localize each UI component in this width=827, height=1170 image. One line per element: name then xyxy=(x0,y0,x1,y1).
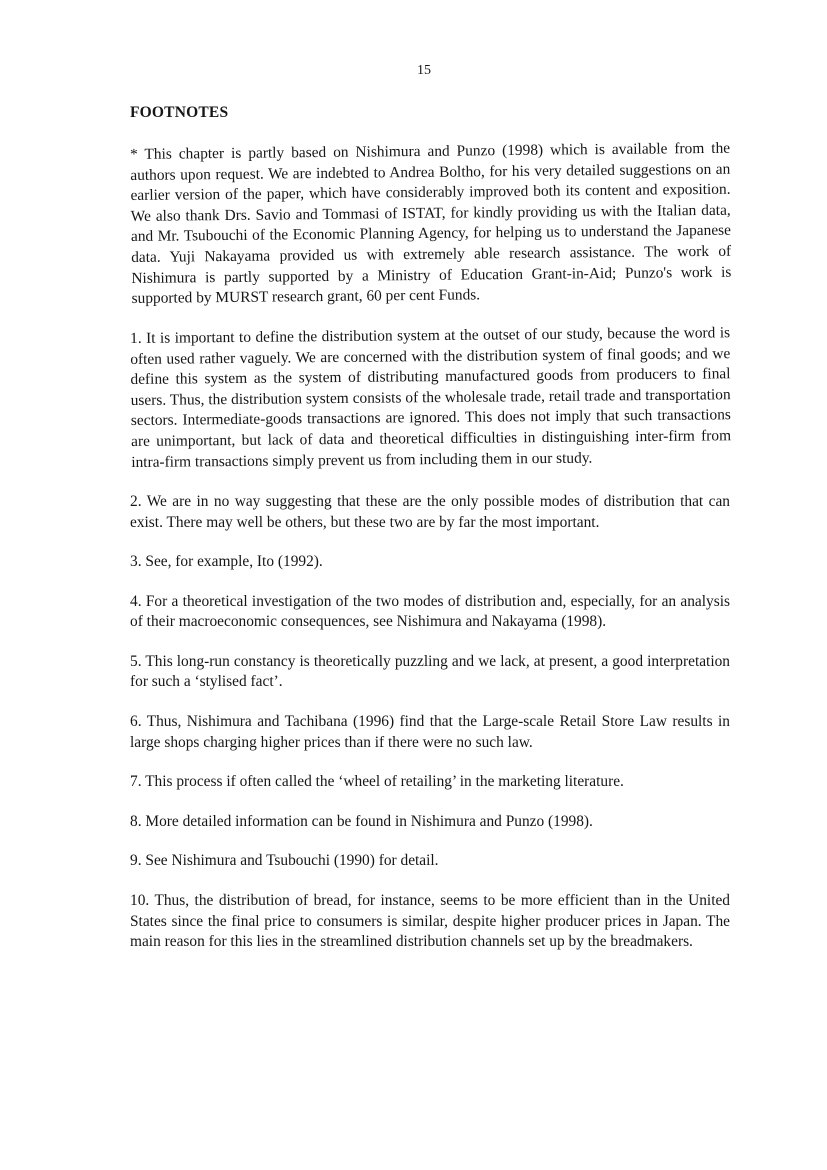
footnote-5: 5. This long-run constancy is theoretically puzzling and we lack, at present, a good interpretation for such a ‘stylised fact’. xyxy=(130,652,730,691)
page-number: 15 xyxy=(417,63,431,78)
footnote-10: 10. Thus, the distribution of bread, for instance, seems to be more efficient than in the United States since the final price to consumers is similar, despite higher producer prices in Japan. The main reason for this lies in the streamlined distribution channels set up by the breadmakers. xyxy=(130,892,730,951)
footnote-1: 1. It is important to define the distribution system at the outset of our study, because the word is often used rather vaguely. We are concerned with the distribution system of final goods; and we define this system as the system of distributing manufactured goods from producers to final users. Thus, the distribution system consists of the wholesale trade, retail trade and transportation sectors. Intermediate-goods transactions are ignored. This does not imply that such transactions are unimportant, but lack of data and theoretical difficulties in distinguishing inter-firm from intra-firm transactions simply prevent us from including them in our study. xyxy=(130,323,732,471)
footnote-9: 9. See Nishimura and Tsubouchi (1990) for detail. xyxy=(130,852,439,870)
footnotes-list xyxy=(130,139,732,953)
footnotes-heading: FOOTNOTES xyxy=(130,104,229,121)
footnote-4: 4. For a theoretical investigation of the two modes of distribution and, especially, for an analysis of their macroeconomic consequences, see Nishimura and Nakayama (1998). xyxy=(130,592,730,631)
footnote-2: 2. We are in no way suggesting that these are the only possible modes of distribution that can exist. There may well be others, but these two are by far the most important. xyxy=(130,492,730,531)
footnote-acknowledgement: * This chapter is partly based on Nishimura and Punzo (1998) which is available from the authors upon request. We are indebted to Andrea Boltho, for his very detailed suggestions on an earlier version of the paper, which have considerably improved both its content and exposition. We also thank Drs. Savio and Tommasi of ISTAT, for kindly providing us with the Italian data, and Mr. Tsubouchi of the Economic Planning Agency, for helping us to understand the Japanese data. Yuji Nakayama provided us with extremely able research assistance. The work of Nishimura is partly supported by a Ministry of Education Grant-in-Aid; Punzo's work is supported by MURST research grant, 60 per cent Funds. xyxy=(130,139,732,308)
footnote-8: 8. More detailed information can be found in Nishimura and Punzo (1998). xyxy=(130,812,593,830)
footnote-7: 7. This process if often called the ‘wheel of retailing’ in the marketing literature. xyxy=(130,773,624,791)
footnote-3: 3. See, for example, Ito (1992). xyxy=(130,553,323,571)
footnote-6: 6. Thus, Nishimura and Tachibana (1996) find that the Large-scale Retail Store Law results in large shops charging higher prices than if there were no such law. xyxy=(130,713,730,751)
